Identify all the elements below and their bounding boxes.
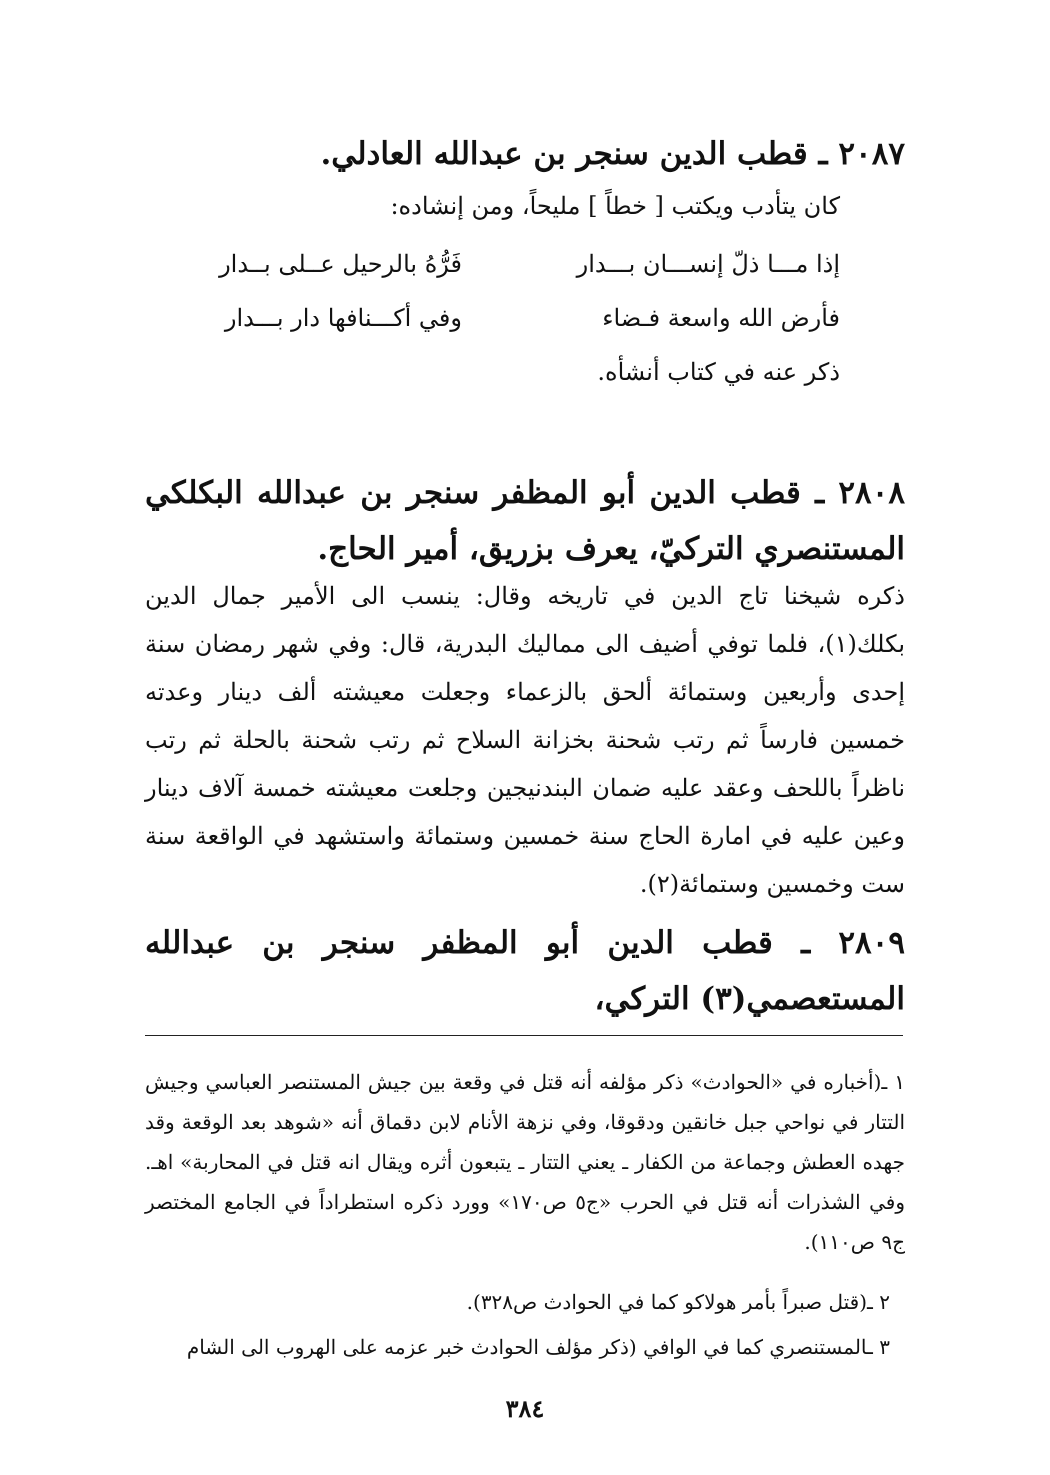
entry-2087-intro: كان يتأدب ويكتب [ خطاً ] مليحاً، ومن إنشاده: [390, 192, 840, 220]
entry-2809-title: ٢٨٠٩ ـ قطب الدين أبو المظفر سنجر بن عبدالله المستعصمي(٣) التركي، [145, 925, 905, 1017]
verse-line-1 [0, 240, 1050, 288]
verse-2-second-hemistich: وفي أكـــنافها دار بـــدار [224, 304, 462, 332]
footnote-3: ٣ ـالمستنصري كما في الوافي (ذكر مؤلف الحوادث خبر عزمه على الهروب الى الشام [186, 1335, 890, 1359]
entry-2808-body: ذكره شيخنا تاج الدين في تاريخه وقال: ينسب الى الأمير جمال الدين بكلك(١)، فلما توفي أضيف الى مماليك البدرية، قال: وفي شهر رمضان سنة إحدى وأربعين وستمائة ألحق بالزعماء وجعلت معيشته ألف دينار وعدته خمسين فارساً ثم رتب شحنة بخزانة السلاح ثم رتب شحنة بالحلة ثم رتب ناظراً باللحف وعقد عليه ضمان البندنيجين وجلعت معيشته خمسة آلاف دينار وعين عليه في امارة الحاج سنة خمسين وستمائة واستشهد في الواقعة سنة ست وخمسين وستمائة(٢). [145, 582, 905, 898]
verse-1-second-hemistich: فَرُّهُ بالرحيل عــلى بــدار [219, 250, 462, 278]
verse-2-first-hemistich: فأرض الله واسعة فـضاء [602, 304, 840, 332]
footnote-2: ٢ ـ(قتل صبراً بأمر هولاكو كما في الحوادث ص٣٢٨). [466, 1290, 890, 1314]
entry-2808-title: ٢٨٠٨ ـ قطب الدين أبو المظفر سنجر بن عبدالله البكلكي المستنصري التركيّ، يعرف بزريق، أمير الحاج. [145, 475, 905, 567]
page-number: ٣٨٤ [505, 1394, 545, 1423]
verse-1-first-hemistich: إذا مـــا ذلّ إنســـان بـــدار [576, 250, 840, 278]
footnote-1: ١ ـ(أخباره في «الحوادث» ذكر مؤلفه أنه قتل في وقعة بين جيش المستنصر العباسي وجيش التتار في نواحي جبل خانقين ودقوقا، وفي نزهة الأنام لابن دقماق أنه «شوهد بعد الوقعة وقد جهده العطش وجماعة من الكفار ـ يعني التتار ـ يتبعون أثره ويقال انه قتل في المحاربة» اهـ. وفي الشذرات أنه قتل في الحرب «ج٥ ص١٧٠» وورد ذكره استطراداً في الجامع المختصر ج٩ ص١١٠). [145, 1070, 905, 1254]
entry-2087-title: ٢٠٨٧ ـ قطب الدين سنجر بن عبدالله العادلي. [320, 136, 905, 172]
verse-line-2 [0, 294, 1050, 342]
entry-2087-note: ذكر عنه في كتاب أنشأه. [597, 358, 840, 386]
footnote-divider [145, 1035, 903, 1036]
